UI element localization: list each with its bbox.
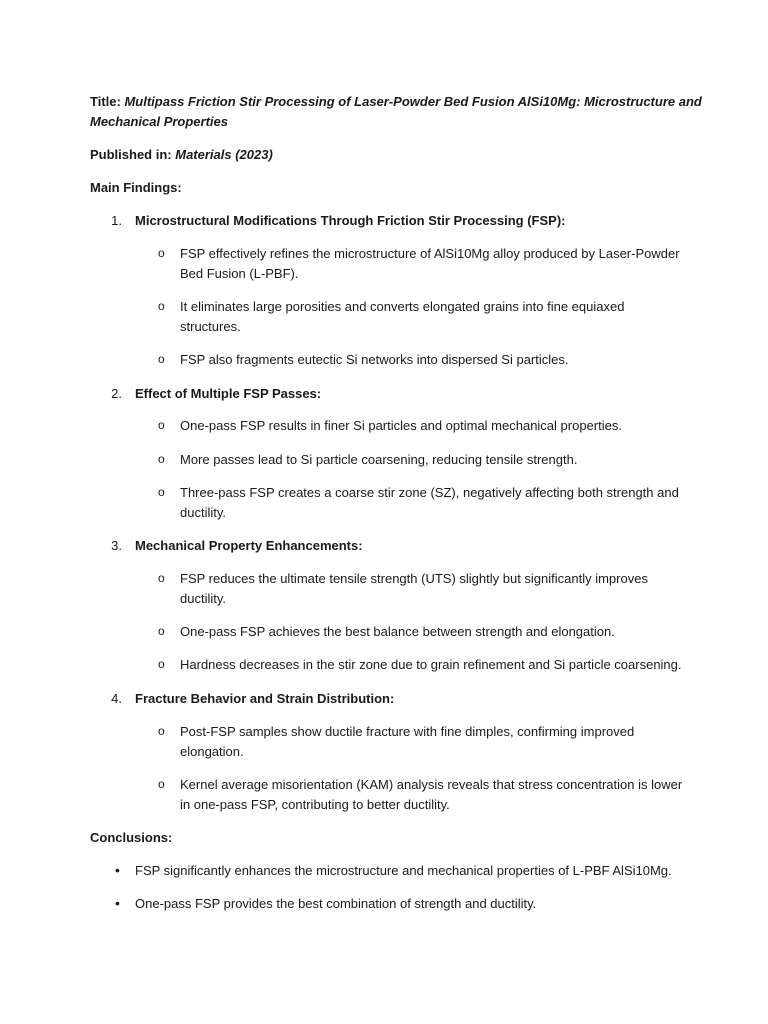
list-item-text: ductility. xyxy=(180,505,226,520)
published-line xyxy=(90,147,273,162)
list-item-text: Bed Fusion (L-PBF). xyxy=(180,266,299,281)
section-number: 3. xyxy=(111,538,122,553)
list-item-text: One-pass FSP achieves the best balance between strength and elongation. xyxy=(180,624,615,639)
list-item-text: ductility. xyxy=(180,591,226,606)
section-heading: Microstructural Modifications Through Friction Stir Processing (FSP): xyxy=(135,213,566,228)
sub-bullet-icon: o xyxy=(158,452,165,466)
list-item-text: FSP effectively refines the microstructure of AlSi10Mg alloy produced by Laser-Powder xyxy=(180,246,680,261)
list-item-text: elongation. xyxy=(180,744,244,759)
section-number: 1. xyxy=(111,213,122,228)
bullet-icon: • xyxy=(115,862,120,878)
conclusions-heading: Conclusions: xyxy=(90,830,173,845)
sub-bullet-icon: o xyxy=(158,657,165,671)
sub-bullet-icon: o xyxy=(158,418,165,432)
title-text-1: Multipass Friction Stir Processing of Laser-Powder Bed Fusion AlSi10Mg: Microstructure and xyxy=(124,94,702,109)
sub-bullet-icon: o xyxy=(158,299,165,313)
section-heading: Effect of Multiple FSP Passes: xyxy=(135,386,322,401)
list-item-text: Three-pass FSP creates a coarse stir zone (SZ), negatively affecting both strength and xyxy=(180,485,679,500)
section-heading: Fracture Behavior and Strain Distribution: xyxy=(135,691,395,706)
list-item-text: Hardness decreases in the stir zone due to grain refinement and Si particle coarsening. xyxy=(180,657,682,672)
list-item-text: One-pass FSP results in finer Si particles and optimal mechanical properties. xyxy=(180,418,622,433)
section-heading: Mechanical Property Enhancements: xyxy=(135,538,363,553)
list-item-text: structures. xyxy=(180,319,241,334)
published-label: Published in: xyxy=(90,147,172,162)
sub-bullet-icon: o xyxy=(158,352,165,366)
sub-bullet-icon: o xyxy=(158,571,165,585)
list-item-text: Kernel average misorientation (KAM) analysis reveals that stress concentration is lower xyxy=(180,777,683,792)
list-item-text: More passes lead to Si particle coarsening, reducing tensile strength. xyxy=(180,452,578,467)
list-item-text: FSP reduces the ultimate tensile strength (UTS) slightly but significantly improves xyxy=(180,571,648,586)
sub-bullet-icon: o xyxy=(158,246,165,260)
conclusion-item: FSP significantly enhances the microstructure and mechanical properties of L-PBF AlSi10Mg. xyxy=(135,863,672,878)
title-line-1 xyxy=(90,94,702,109)
bullet-icon: • xyxy=(115,895,120,911)
sub-bullet-icon: o xyxy=(158,485,165,499)
sub-bullet-icon: o xyxy=(158,724,165,738)
section-number: 4. xyxy=(111,691,122,706)
main-findings-heading: Main Findings: xyxy=(90,180,182,195)
sub-bullet-icon: o xyxy=(158,777,165,791)
list-item-text: It eliminates large porosities and converts elongated grains into fine equiaxed xyxy=(180,299,625,314)
sub-bullet-icon: o xyxy=(158,624,165,638)
published-value: Materials (2023) xyxy=(175,147,273,162)
list-item-text: FSP also fragments eutectic Si networks into dispersed Si particles. xyxy=(180,352,569,367)
title-label: Title: xyxy=(90,94,121,109)
title-text-2: Mechanical Properties xyxy=(90,114,228,129)
list-item-text: in one-pass FSP, contributing to better ductility. xyxy=(180,797,450,812)
list-item-text: Post-FSP samples show ductile fracture with fine dimples, confirming improved xyxy=(180,724,635,739)
conclusion-item: One-pass FSP provides the best combination of strength and ductility. xyxy=(135,896,537,911)
section-number: 2. xyxy=(111,386,122,401)
